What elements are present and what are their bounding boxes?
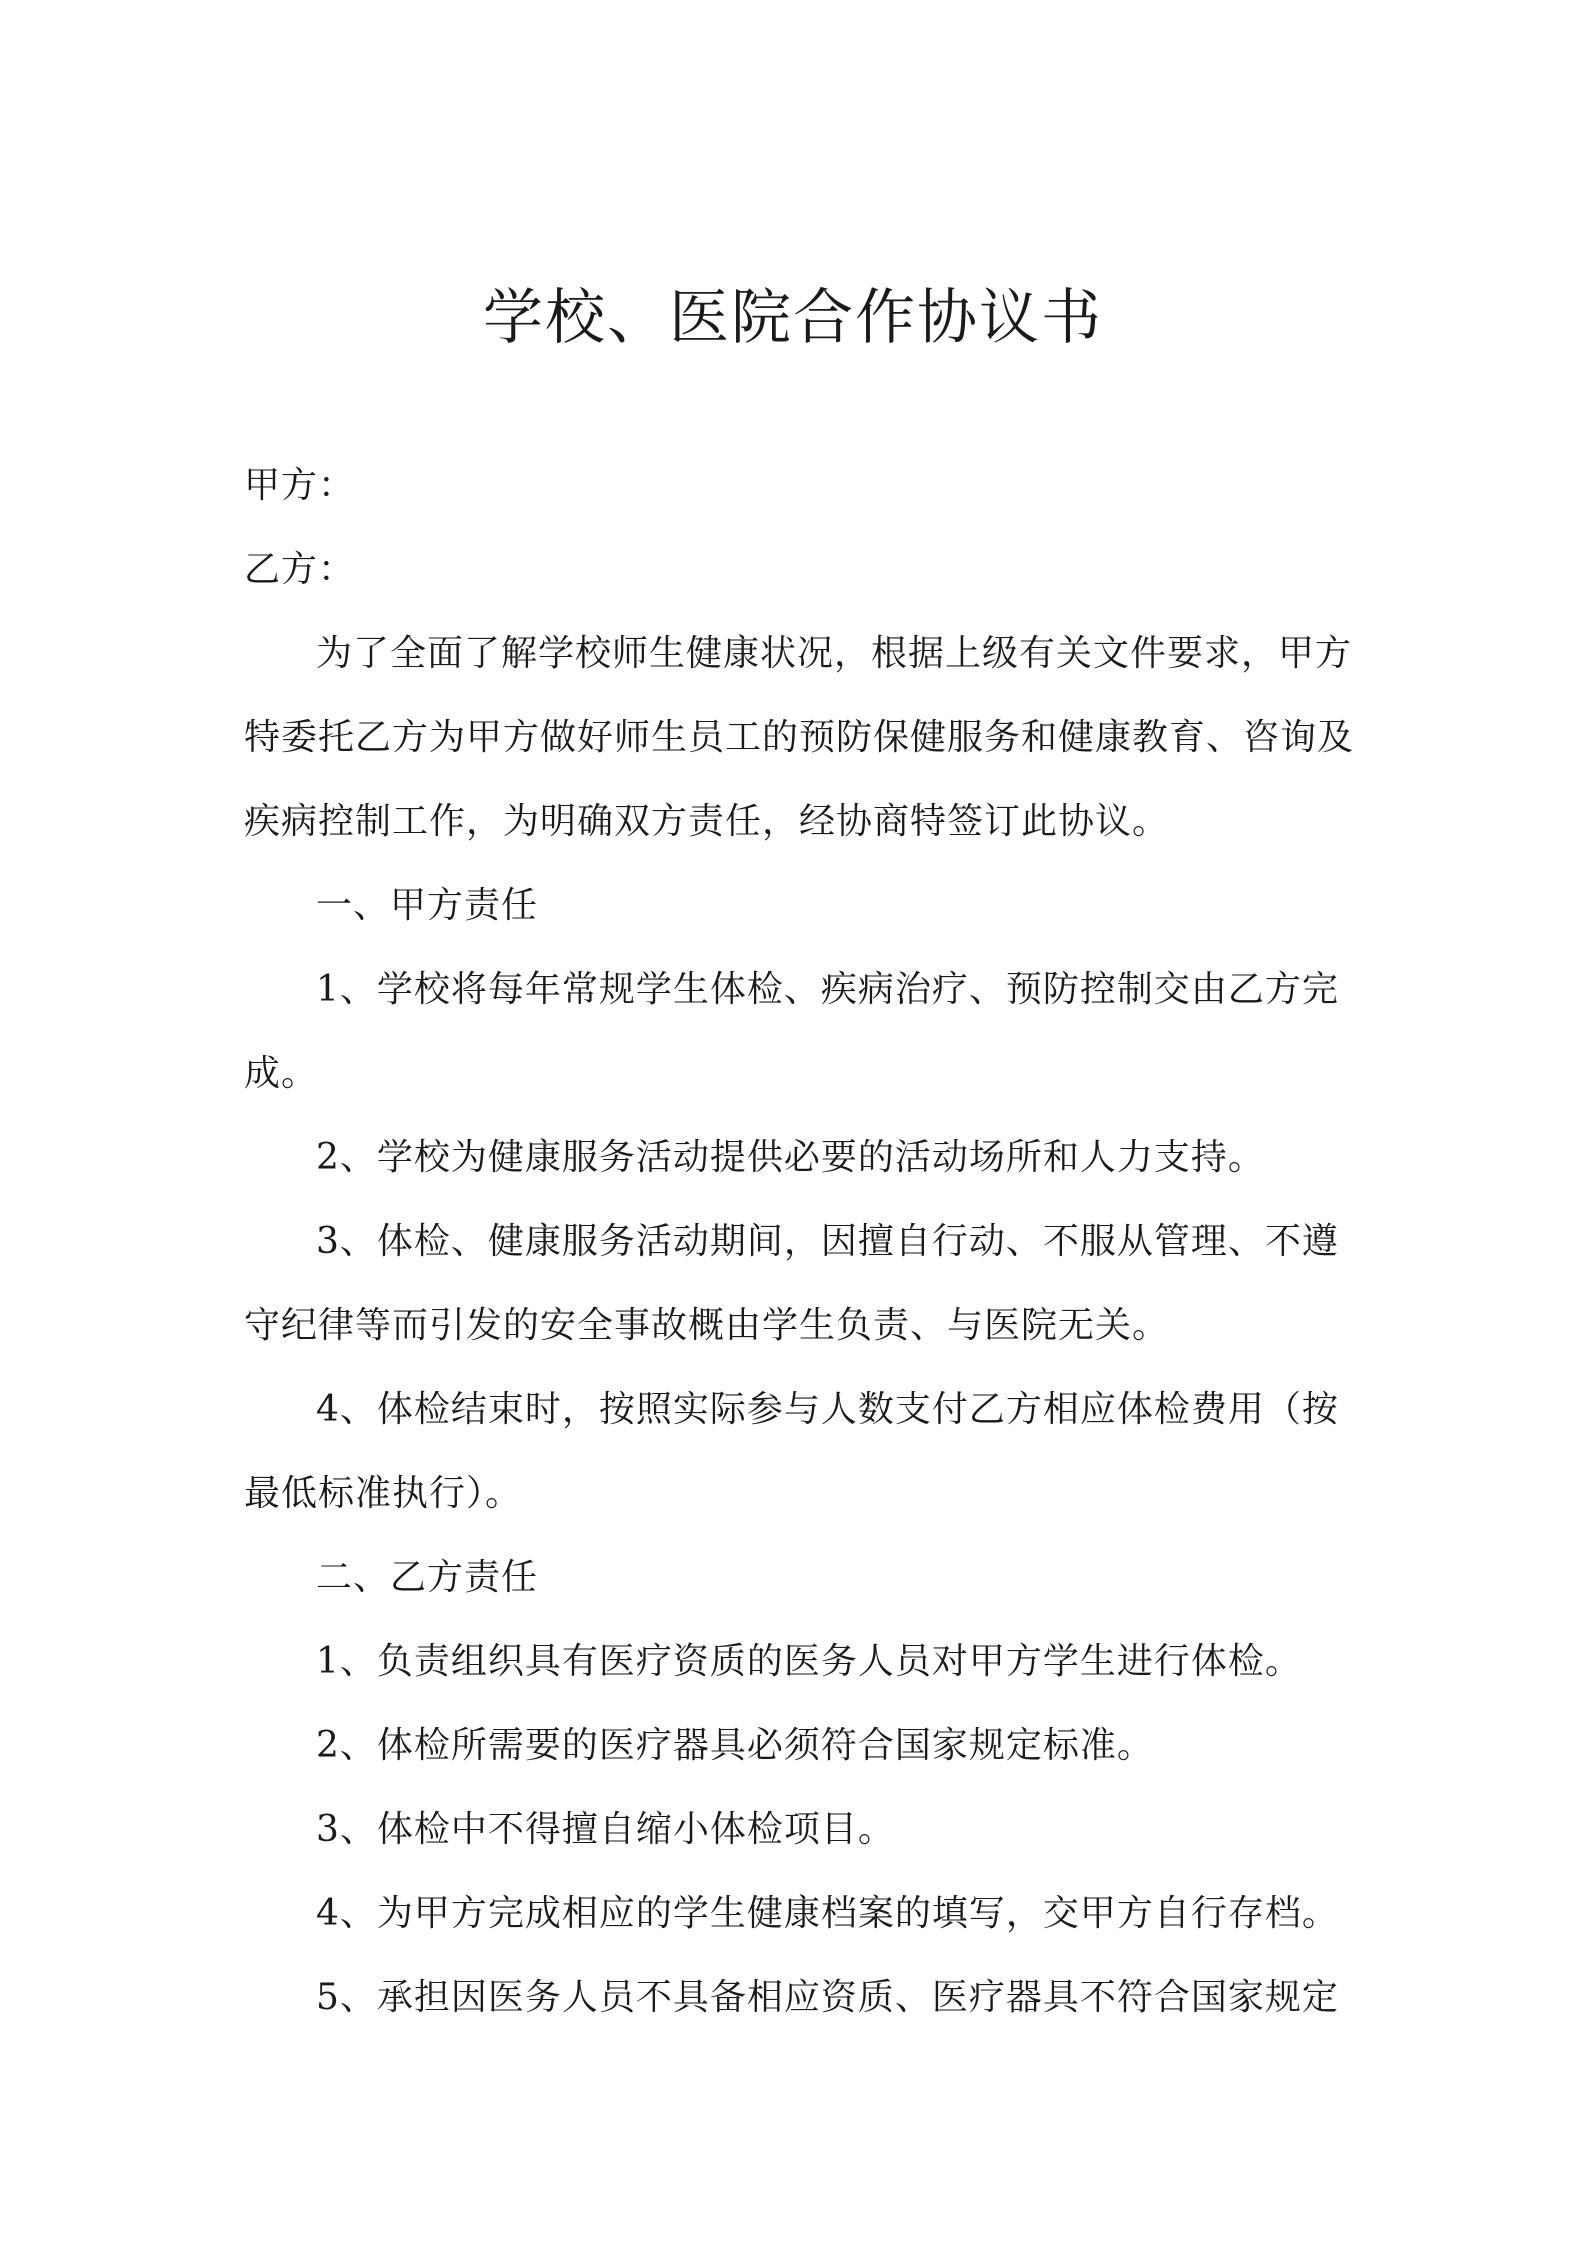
intro-line-1: 为了全面了解学校师生健康状况，根据上级有关文件要求，甲方: [316, 633, 1353, 674]
section-1-item-4-line-1: 4、体检结束时，按照实际参与人数支付乙方相应体检费用（按: [316, 1389, 1339, 1430]
section-1-item-1-line-2: 成。: [244, 1053, 319, 1094]
section-1-item-4-line-2: 最低标准执行）。: [244, 1473, 523, 1514]
section-1-heading: 一、甲方责任: [316, 885, 539, 926]
party-b-label: 乙方：: [244, 549, 356, 590]
section-2-item-5: 5、承担因医务人员不具备相应资质、医疗器具不符合国家规定: [316, 1977, 1339, 2018]
document-title: 学校、医院合作协议书: [483, 283, 1103, 353]
section-2-item-2: 2、体检所需要的医疗器具必须符合国家规定标准。: [316, 1725, 1154, 1766]
section-2-heading: 二、乙方责任: [316, 1557, 539, 1598]
section-1-item-3-line-2: 守纪律等而引发的安全事故概由学生负责、与医院无关。: [244, 1305, 1170, 1346]
section-1-item-3-line-1: 3、体检、健康服务活动期间，因擅自行动、不服从管理、不遵: [316, 1221, 1339, 1262]
party-a-label: 甲方：: [244, 465, 356, 506]
section-1-item-1-line-1: 1、学校将每年常规学生体检、疾病治疗、预防控制交由乙方完: [316, 969, 1339, 1010]
section-2-item-1: 1、负责组织具有医疗资质的医务人员对甲方学生进行体检。: [316, 1641, 1302, 1682]
section-1-item-2: 2、学校为健康服务活动提供必要的活动场所和人力支持。: [316, 1137, 1265, 1178]
intro-line-2: 特委托乙方为甲方做好师生员工的预防保健服务和健康教育、咨询及: [244, 717, 1355, 758]
section-2-item-4: 4、为甲方完成相应的学生健康档案的填写，交甲方自行存档。: [316, 1893, 1339, 1934]
section-2-item-3: 3、体检中不得擅自缩小体检项目。: [316, 1809, 895, 1850]
intro-line-3: 疾病控制工作，为明确双方责任，经协商特签订此协议。: [244, 801, 1170, 842]
